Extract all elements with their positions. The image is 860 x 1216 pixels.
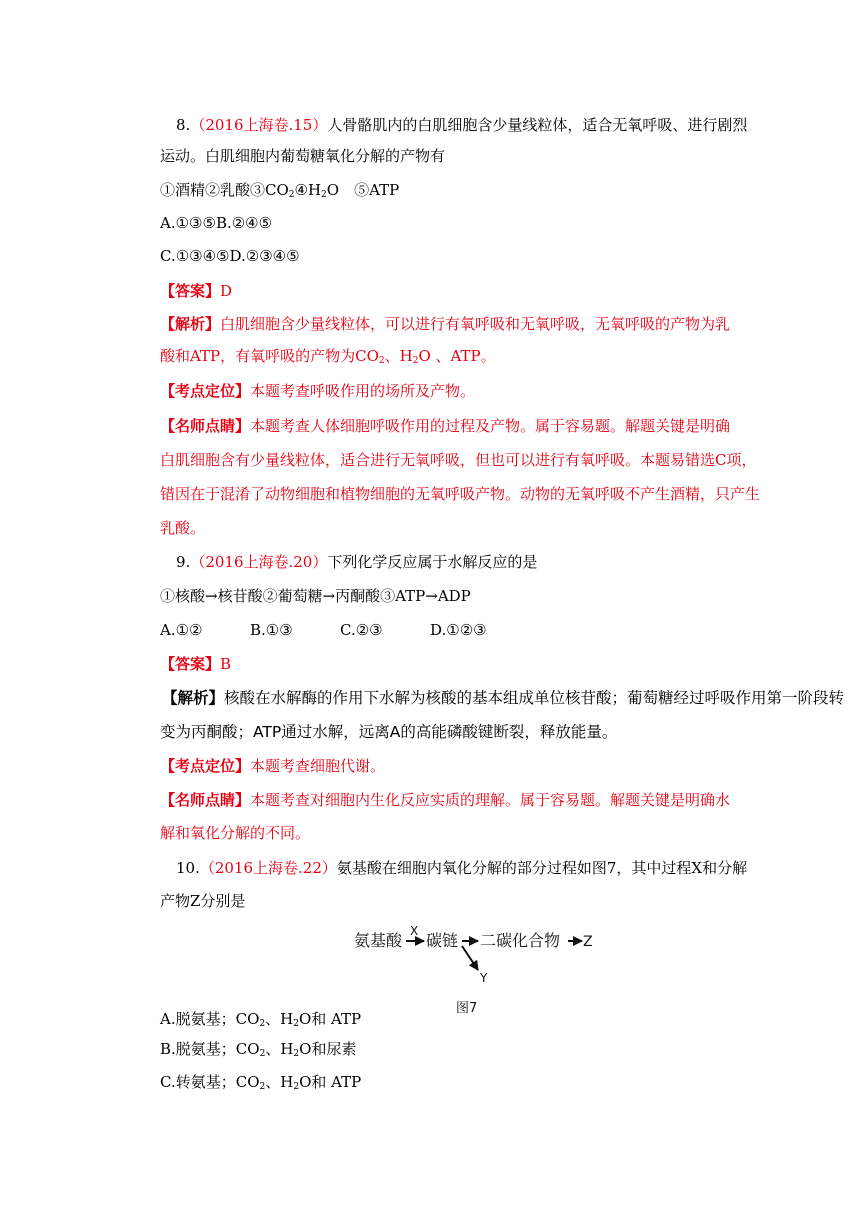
q9-source: （2016上海卷.20） xyxy=(190,553,328,571)
q8-answer xyxy=(160,281,232,301)
q10-source: （2016上海卷.22） xyxy=(199,859,337,877)
figure-7-diagram xyxy=(350,924,600,1020)
q9-number: 9. xyxy=(176,553,191,571)
q9-tip-label: 【名师点睛】 xyxy=(160,791,251,809)
node-z: Z xyxy=(583,934,593,950)
q9-analysis-label: 【解析】 xyxy=(162,689,225,707)
node-carbon-chain: 碳链 xyxy=(426,931,459,950)
q9-answer-label: 【答案】 xyxy=(160,655,221,673)
q8-tip-line-3: 错因在于混淆了动物细胞和植物细胞的无氧呼吸产物。动物的无氧呼吸不产生酒精，只产生 xyxy=(160,485,761,503)
q10-option-a: A.脱氨基；$CO_2$、$H_2O$和 ATP xyxy=(160,1010,362,1029)
q9-point-label: 【考点定位】 xyxy=(160,757,251,775)
q8-stem-1: 人骨骼肌内的白肌细胞含少量线粒体，适合无氧呼吸、进行剧烈 xyxy=(327,116,748,134)
q8-analysis-line-1: 【解析】白肌细胞含少量线粒体，可以进行有氧呼吸和无氧呼吸，无氧呼吸的产物为乳 xyxy=(160,315,731,333)
q8-answer-label: 【答案】 xyxy=(160,282,221,300)
q9-option-c: C.②③ xyxy=(340,621,383,639)
q10-option-c: C.转氨基；$CO_2$、$H_2O$和 ATP xyxy=(160,1073,362,1092)
q8-tip-line-1: 【名师点睛】本题考查人体细胞呼吸作用的过程及产物。属于容易题。解题关键是明确 xyxy=(160,417,731,435)
q8-number: 8. xyxy=(176,116,191,134)
q9-option-a: A.①② xyxy=(160,621,203,639)
q9-point: 【考点定位】本题考查细胞代谢。 xyxy=(160,757,386,775)
arrow-to-y xyxy=(462,946,478,970)
q8-point: 【考点定位】本题考查呼吸作用的场所及产物。 xyxy=(160,382,476,400)
q8-analysis-label: 【解析】 xyxy=(160,315,221,333)
q9-answer-value: B xyxy=(220,655,232,673)
node-amino-acid: 氨基酸 xyxy=(354,931,403,950)
q9-items: ①核酸→核苷酸②葡萄糖→丙酮酸③ATP→ADP xyxy=(160,587,471,605)
q8-stem-2: 运动。白肌细胞内葡萄糖氧化分解的产物有 xyxy=(160,147,446,165)
q10-stem-line-2: 产物Z分别是 xyxy=(160,892,246,910)
node-y: Y xyxy=(480,971,488,985)
q10-option-b: B.脱氨基；$CO_2$、$H_2O$和尿素 xyxy=(160,1040,357,1059)
q8-tip-label: 【名师点睛】 xyxy=(160,417,251,435)
q9-stem: 9.（2016上海卷.20）下列化学反应属于水解反应的是 xyxy=(176,553,538,571)
q9-analysis-line-2: 变为丙酮酸；ATP通过水解，远离A的高能磷酸键断裂，释放能量。 xyxy=(160,723,618,741)
q9-tip-line-1: 【名师点睛】本题考查对细胞内生化反应实质的理解。属于容易题。解题关键是明确水 xyxy=(160,791,731,809)
q9-answer xyxy=(160,654,231,674)
q8-answer-value: D xyxy=(220,282,233,300)
q9-option-b: B.①③ xyxy=(250,621,293,639)
q9-analysis-line-1: 【解析】核酸在水解酶的作用下水解为核酸的基本组成单位核苷酸；葡萄糖经过呼吸作用第一阶段转 xyxy=(162,689,845,707)
q9-options xyxy=(160,620,487,640)
figure-caption: 图7 xyxy=(456,1001,478,1016)
q8-option-line-2: C.①③④⑤D.②③④⑤ xyxy=(160,247,300,265)
q8-point-label: 【考点定位】 xyxy=(160,382,251,400)
q10-stem-line-1: 10.（2016上海卷.22）氨基酸在细胞内氧化分解的部分过程如图7，其中过程X和分解 xyxy=(176,859,748,877)
q8-analysis-line-2: 酸和ATP，有氧呼吸的产物为$CO_2$、$H_2O$ 、ATP。 xyxy=(160,347,496,366)
q10-number: 10. xyxy=(176,859,200,877)
q9-tip-line-2: 解和氧化分解的不同。 xyxy=(160,824,311,842)
q8-source: （2016上海卷.15） xyxy=(190,116,328,134)
q8-tip-line-2: 白肌细胞含有少量线粒体，适合进行无氧呼吸，但也可以进行有氧呼吸。本题易错选C项， xyxy=(160,451,757,469)
q8-stem-line-1 xyxy=(176,115,747,135)
q8-option-line-1: A.①③⑤B.②④⑤ xyxy=(160,214,273,232)
q8-tip-line-4: 乳酸。 xyxy=(160,519,206,537)
q9-option-d: D.①②③ xyxy=(430,621,487,639)
node-two-carbon: 二碳化合物 xyxy=(480,931,561,950)
q8-items: ①酒精②乳酸$③CO_2④H_2O$ ⑤ATP xyxy=(160,181,400,200)
label-x: X xyxy=(410,924,419,938)
